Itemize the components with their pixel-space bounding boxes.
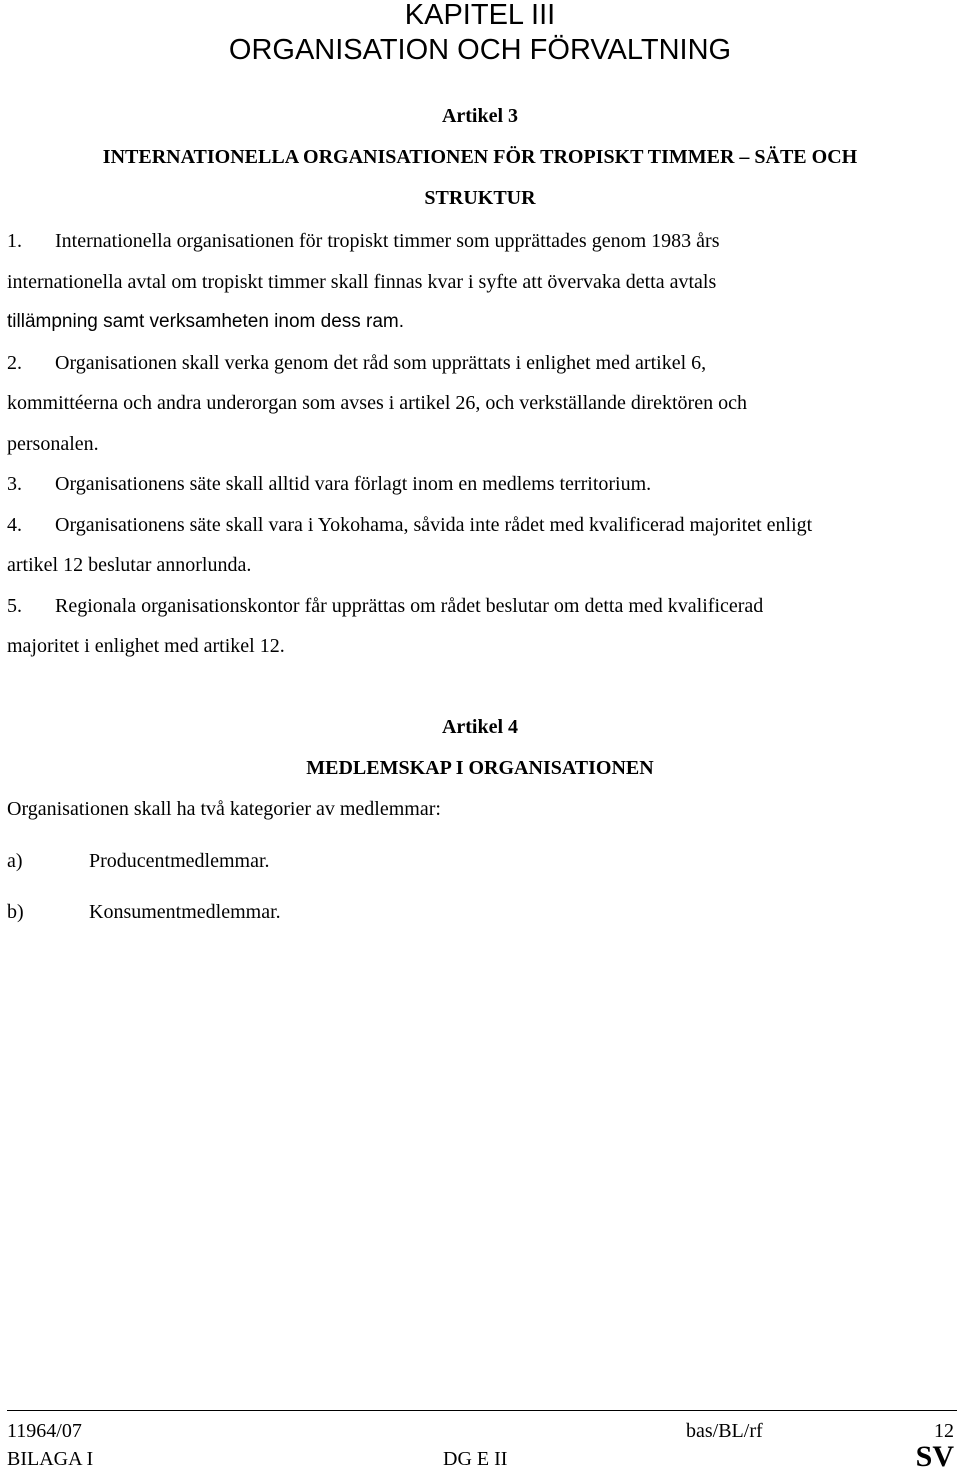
article-3-body [7, 221, 957, 681]
paragraph-3: 3. Organisationens säte skall alltid vara förlagt inom en medlems territorium. [7, 464, 651, 505]
paragraph-1-line-3: tillämpning samt verksamheten inom dess ram. [7, 311, 405, 332]
footer-divider [7, 1410, 957, 1411]
page-number: 12 [934, 1420, 954, 1442]
paragraph-number: 1. [7, 230, 22, 252]
chapter-subtitle: ORGANISATION OCH FÖRVALTNING [228, 34, 732, 66]
paragraph-2-line-2: kommittéerna och andra underorgan som avses i artikel 26, och verkställande direktören och [7, 392, 747, 414]
paragraph-number: 5. [7, 594, 22, 617]
list-item-text: Konsumentmedlemmar. [89, 901, 281, 923]
article-3-title-cont: STRUKTUR [424, 187, 536, 209]
paragraph-4: 4. Organisationens säte skall vara i Yokohama, såvida inte rådet med kvalificerad majoritet enligt [7, 505, 812, 546]
dg-label: DG E II [443, 1448, 508, 1470]
list-item-text: Producentmedlemmar. [89, 850, 270, 872]
paragraph-number: 2. [7, 351, 22, 374]
language-code: SV [915, 1440, 954, 1473]
list-item [7, 850, 270, 873]
article-4-heading: Artikel 4 [441, 716, 519, 738]
paragraph-4-line-2: artikel 12 beslutar annorlunda. [7, 554, 252, 576]
paragraph-5: 5. Regionala organisationskontor får upprättas om rådet beslutar om detta med kvalificerad [7, 586, 763, 627]
paragraph-5-line-2: majoritet i enlighet med artikel 12. [7, 635, 285, 657]
paragraph-1: 1. Internationella organisationen för tropiskt timmer som upprättades genom 1983 års [7, 221, 719, 262]
paragraph-number: 3. [7, 473, 22, 495]
paragraph-number: 4. [7, 513, 22, 536]
reference-code: bas/BL/rf [686, 1420, 763, 1442]
article-3-title: INTERNATIONELLA ORGANISATIONEN FÖR TROPISKT TIMMER – SÄTE OCH [102, 146, 858, 168]
doc-number: 11964/07 [7, 1420, 82, 1442]
list-item-label: a) [7, 850, 23, 872]
article-4-title: MEDLEMSKAP I ORGANISATIONEN [306, 757, 654, 779]
paragraph-2-line-3: personalen. [7, 432, 99, 455]
list-item [7, 901, 281, 924]
article-3-heading: Artikel 3 [441, 105, 519, 127]
annex-label: BILAGA I [7, 1448, 94, 1470]
paragraph-2: 2. Organisationen skall verka genom det råd som upprättats i enlighet med artikel 6, [7, 343, 706, 384]
paragraph-1-line-2: internationella avtal om tropiskt timmer skall finnas kvar i syfte att övervaka detta avtals [7, 270, 717, 293]
list-item-label: b) [7, 901, 24, 923]
chapter-title: KAPITEL III [404, 0, 556, 31]
article-4-intro: Organisationen skall ha två kategorier av medlemmar: [7, 798, 441, 820]
